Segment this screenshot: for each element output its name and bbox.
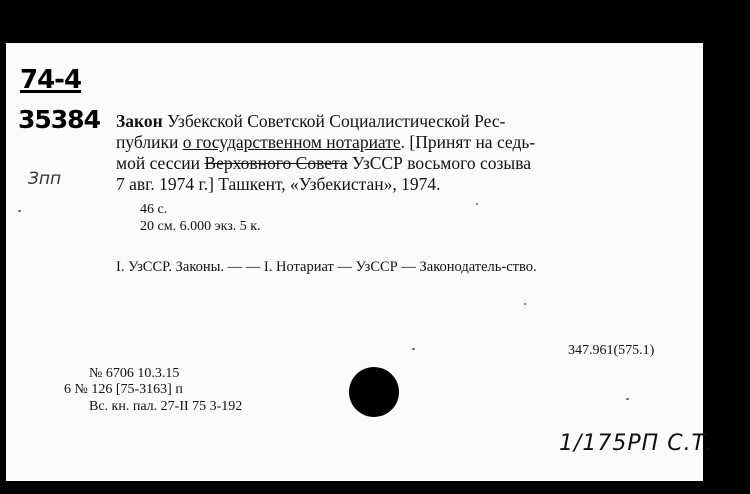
description-line-4: 7 авг. 1974 г.] Ташкент, «Узбекистан», 1974. xyxy=(116,174,441,194)
speck xyxy=(18,210,21,212)
classification-number: 347.961(575.1) xyxy=(568,343,655,358)
description-line-3-start: мой сессии xyxy=(116,153,205,173)
description-line-3 xyxy=(116,153,535,174)
description-line-1-rest: Узбекской Советской Социалистической Рес- xyxy=(162,111,506,131)
description-line-2-start: публики xyxy=(116,132,183,152)
description-line-1 xyxy=(116,111,535,132)
description-line-2 xyxy=(116,132,535,153)
title-keyword: Закон xyxy=(116,111,163,131)
speck xyxy=(626,398,629,400)
description-line-2-end: . [Принят на седь- xyxy=(400,132,536,152)
bibliographic-description xyxy=(116,111,535,195)
author-mark: Зпп xyxy=(28,169,62,189)
underlined-title: о государственном нотариате xyxy=(182,132,401,152)
call-number-line1: 74-4 xyxy=(20,65,82,95)
inventory-line-2: 6 № 126 [75-3163] п xyxy=(64,382,183,397)
catalog-card xyxy=(6,43,714,481)
speck xyxy=(412,348,415,350)
size-copies-price: 20 см. 6.000 экз. 5 к. xyxy=(140,219,261,234)
struck-text: Верховного Совета xyxy=(204,153,348,173)
call-number-line2: 35384 xyxy=(18,105,100,134)
speck xyxy=(476,203,478,205)
speck xyxy=(524,303,526,305)
inventory-line-1: № 6706 10.3.15 xyxy=(89,366,180,381)
subject-tracings: I. УзССР. Законы. — — I. Нотариат — УзССР — Законодатель-ство. xyxy=(116,259,537,275)
punch-hole xyxy=(349,367,399,417)
description-line-3-end: УзССР восьмого созыва xyxy=(347,153,531,173)
handwritten-note: 1/175РП С.Т. xyxy=(559,431,714,456)
inventory-line-3: Вс. кн. пал. 27-II 75 3-192 xyxy=(89,399,243,414)
page-count: 46 с. xyxy=(140,202,168,217)
